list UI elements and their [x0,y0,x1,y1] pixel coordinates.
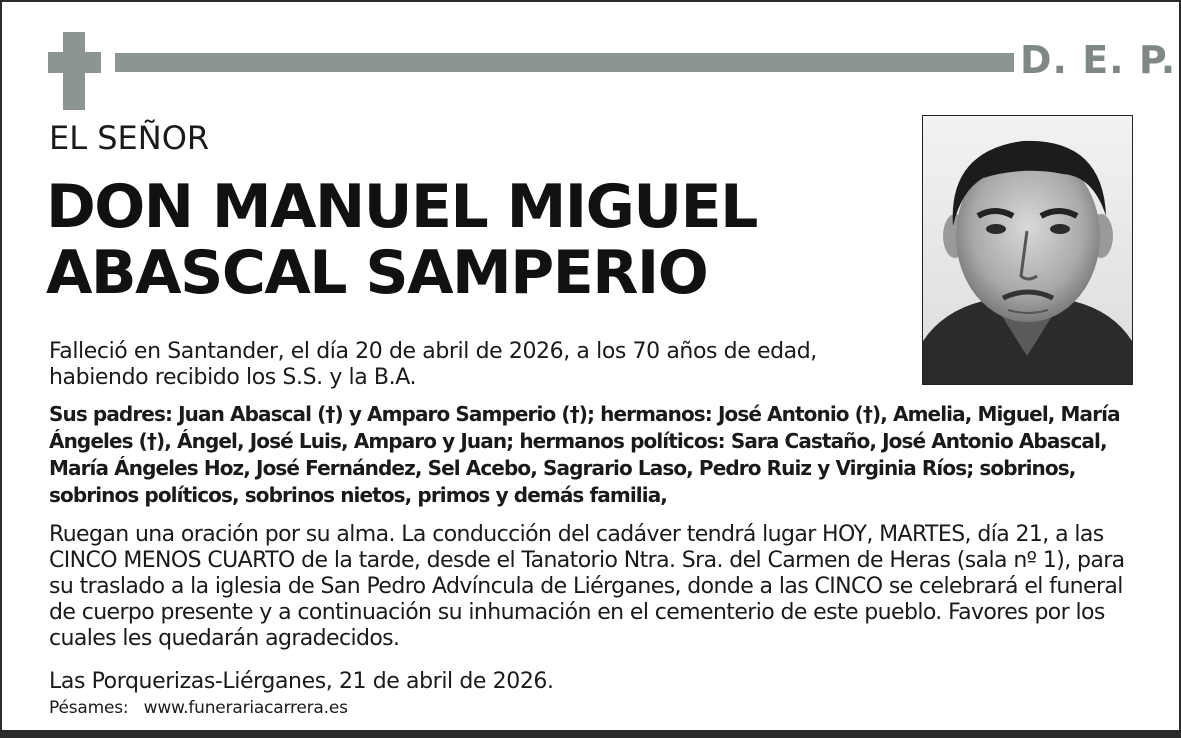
name-line-1: DON MANUEL MIGUEL [46,172,757,242]
condolences-link[interactable]: www.funerariacarrera.es [143,698,348,718]
portrait-photo [922,115,1133,385]
condolences-label: Pésames: [49,698,129,718]
dep-label: D. E. P. [1020,38,1177,82]
ceremony-details: Ruegan una oración por su alma. La conducción del cadáver tendrá lugar HOY, MARTES, día 21, a las CINCO MENOS CUARTO de la tarde, desde el Tanatorio Ntra. Sra. del Carmen de Heras (sala nº 1), para su traslado a la iglesia de San Pedro Advíncula de Liérganes, donde a las CINCO se celebrará el funeral de cuerpo presente y a continuación su inhumación en el cementerio de este pueblo. Favores por los cuales les quedarán agradecidos. [49,522,1125,651]
death-notice: Falleció en Santander, el día 20 de abril de 2026, a los 70 años de edad, habiendo recibido los S.S. y la B.A. [49,339,817,390]
condolences [49,698,348,718]
place-date: Las Porquerizas-Liérganes, 21 de abril de 2026. [49,669,554,694]
name-line-2: ABASCAL SAMPERIO [46,238,708,308]
family-list: Sus padres: Juan Abascal (†) y Amparo Samperio (†); hermanos: José Antonio (†), Amelia, Miguel, María Ángeles (†), Ángel, José Luis, Amparo y Juan; hermanos políticos: Sara Castaño, José Antonio Abascal, María Ángeles Hoz, José Fernández, Sel Acebo, Sagrario Laso, Pedro Ruiz y Virginia Ríos; sobrinos, sobrinos políticos, sobrinos nietos, primos y demás familia, [49,402,1120,507]
header-rule [115,53,1014,72]
honorific: EL SEÑOR [49,119,210,157]
deceased-name [46,174,906,306]
